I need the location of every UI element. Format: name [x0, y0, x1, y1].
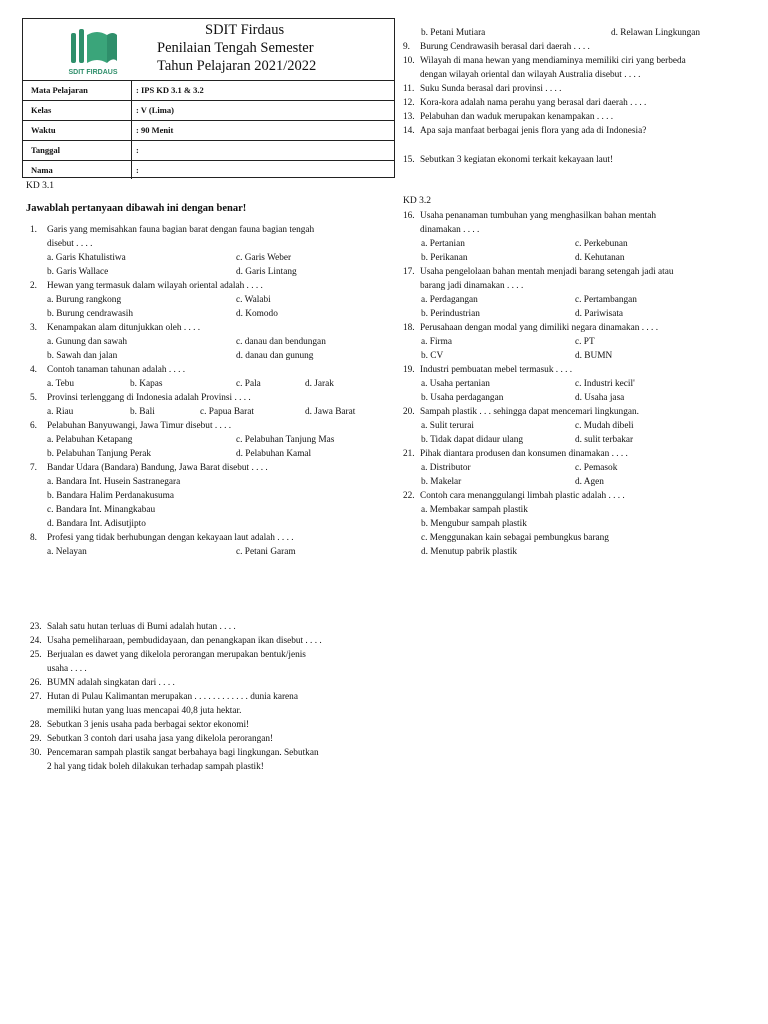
info-row-date [23, 140, 394, 161]
question-text: Contoh tanaman tahunan adalah . . . . [47, 365, 186, 375]
question-text: barang jadi dinamakan . . . . [420, 281, 524, 291]
info-value: : [136, 165, 139, 175]
question-item [403, 54, 686, 68]
question-number: 6. [30, 421, 37, 431]
answer-option: c. Bandara Int. Minangkabau [47, 505, 156, 515]
answer-option: a. Nelayan [47, 547, 87, 557]
question-text: Bandar Udara (Bandara) Bandung, Jawa Barat disebut . . . . [47, 463, 268, 473]
question-item [30, 461, 268, 475]
question-text: Wilayah di mana hewan yang mendiaminya memiliki ciri yang berbeda [420, 56, 686, 66]
question-text: Kora-kora adalah nama perahu yang berasal dari daerah . . . . [420, 98, 647, 108]
question-item [403, 209, 656, 223]
question-text: Pelabuhan dan waduk merupakan kenampakan . . . . [420, 112, 614, 122]
info-label: Kelas [31, 105, 52, 115]
answer-option: b. Sawah dan jalan [47, 351, 118, 361]
question-number: 15. [403, 155, 415, 165]
info-label: Tanggal [31, 145, 60, 155]
academic-year: Tahun Pelajaran 2021/2022 [157, 58, 317, 74]
question-number: 28. [30, 720, 42, 730]
answer-option: d. Jawa Barat [305, 407, 356, 417]
answer-option: b. Perindustrian [421, 309, 480, 319]
exam-header [22, 18, 395, 178]
question-number: 27. [30, 692, 42, 702]
header-title-area [23, 19, 394, 81]
answer-option: d. sulit terbakar [575, 435, 634, 445]
answer-option: b. Kapas [130, 379, 163, 389]
question-item [403, 40, 590, 54]
question-text: Usaha penanaman tumbuhan yang menghasilkan bahan mentah [420, 211, 656, 221]
answer-option: a. Bandara Int. Husein Sastranegara [47, 477, 181, 487]
question-text: Contoh cara menanggulangi limbah plastic adalah . . . . [420, 491, 625, 501]
question-item [403, 110, 613, 124]
question-text: 2 hal yang tidak boleh dilakukan terhadap sampah plastik! [47, 762, 264, 772]
answer-option: b. Tidak dapat didaur ulang [421, 435, 523, 445]
question-item [30, 391, 251, 405]
instruction: Jawablah pertanyaan dibawah ini dengan benar! [26, 203, 247, 214]
answer-option: d. Jarak [305, 379, 334, 389]
question-text: Pelabuhan Banyuwangi, Jawa Timur disebut . . . . [47, 421, 232, 431]
answer-option: a. Garis Khatulistiwa [47, 253, 126, 263]
question-number: 8. [30, 533, 37, 543]
info-label: Nama [31, 165, 53, 175]
question-text: Hewan yang termasuk dalam wilayah oriental adalah . . . . [47, 281, 263, 291]
question-text: Burung Cendrawasih berasal dari daerah . . . . [420, 42, 590, 52]
answer-option: c. Pelabuhan Tanjung Mas [236, 435, 335, 445]
answer-option: c. Pemasok [575, 463, 618, 473]
question-item [403, 321, 658, 335]
question-text: Sebutkan 3 jenis usaha pada berbagai sektor ekonomi! [47, 720, 250, 730]
question-item [403, 489, 625, 503]
question-item [30, 718, 249, 732]
question-number: 24. [30, 636, 42, 646]
answer-option: c. Industri kecil' [575, 379, 635, 389]
answer-option: c. Garis Weber [236, 253, 292, 263]
answer-option: b. Garis Wallace [47, 267, 109, 277]
question-item [403, 124, 646, 138]
answer-option: c. Perkebunan [575, 239, 628, 249]
answer-option: d. Kehutanan [575, 253, 625, 263]
answer-option: c. Papua Barat [200, 407, 254, 417]
info-value: : [136, 145, 139, 155]
question-text: Usaha pengelolaan bahan mentah menjadi barang setengah jadi atau [420, 267, 674, 277]
question-item [403, 279, 523, 293]
answer-option: a. Gunung dan sawah [47, 337, 128, 347]
answer-option: b. CV [421, 351, 444, 361]
answer-option: a. Pertanian [421, 239, 465, 249]
question-item [403, 153, 613, 167]
answer-option: d. danau dan gunung [236, 351, 314, 361]
question-number: 7. [30, 463, 37, 473]
question-text: Hutan di Pulau Kalimantan merupakan . . . . . . . . . . . . dunia karena [47, 692, 298, 702]
question-number: 16. [403, 211, 415, 221]
question-text: Profesi yang tidak berhubungan dengan kekayaan laut adalah . . . . [47, 533, 294, 543]
question-item [30, 363, 185, 377]
question-item [30, 223, 314, 237]
answer-option: a. Sulit terurai [421, 421, 474, 431]
answer-option: d. Agen [575, 477, 604, 487]
answer-option: c. Petani Garam [236, 547, 296, 557]
answer-option: b. Burung cendrawasih [47, 309, 133, 319]
answer-option: d. Usaha jasa [575, 393, 625, 403]
question-text: disebut . . . . [47, 239, 93, 249]
info-value: : 90 Menit [136, 125, 174, 135]
question-text: Kenampakan alam ditunjukkan oleh . . . . [47, 323, 201, 333]
answer-option: a. Riau [47, 407, 74, 417]
question-item [403, 96, 646, 110]
answer-option: a. Perdagangan [421, 295, 478, 305]
question-item [403, 223, 479, 237]
question-item [30, 648, 306, 662]
question-item [403, 68, 640, 82]
question-item [30, 704, 241, 718]
question-number: 2. [30, 281, 37, 291]
answer-option: d. Pariwisata [575, 309, 624, 319]
question-number: 5. [30, 393, 37, 403]
question-item [30, 746, 319, 760]
question-number: 10. [403, 56, 415, 66]
answer-option: a. Burung rangkong [47, 295, 122, 305]
answer-option: d. Komodo [236, 309, 278, 319]
kd-31-label: KD 3.1 [26, 181, 54, 191]
question-text: Berjualan es dawet yang dikelola perorangan merupakan bentuk/jenis [47, 650, 306, 660]
question-number: 18. [403, 323, 415, 333]
question-item [30, 620, 236, 634]
question-item [30, 732, 273, 746]
question-number: 3. [30, 323, 37, 333]
question-number: 20. [403, 407, 415, 417]
answer-option: a. Tebu [47, 379, 75, 389]
question-number: 4. [30, 365, 37, 375]
answer-option: b. Bandara Halim Perdanakusuma [47, 491, 175, 501]
question-text: Sebutkan 3 contoh dari usaha jasa yang dikelola perorangan! [47, 734, 274, 744]
info-row-class [23, 100, 394, 121]
question-item [30, 760, 264, 774]
question-number: 19. [403, 365, 415, 375]
answer-option: a. Pelabuhan Ketapang [47, 435, 133, 445]
answer-option: c. Pala [236, 379, 261, 389]
answer-option: b. Petani Mutiara [421, 28, 486, 38]
question-text: Sampah plastik . . . sehingga dapat mencemari lingkungan. [420, 407, 639, 417]
info-row-time [23, 120, 394, 141]
exam-name: Penilaian Tengah Semester [157, 40, 314, 56]
info-value: : V (Lima) [136, 105, 174, 115]
answer-option: c. danau dan bendungan [236, 337, 326, 347]
question-number: 25. [30, 650, 42, 660]
answer-option: b. Usaha perdagangan [421, 393, 504, 403]
answer-option: a. Distributor [421, 463, 471, 473]
question-text: Industri pembuatan mebel termasuk . . . . [420, 365, 573, 375]
info-label: Waktu [31, 125, 56, 135]
answer-option: d. Relawan Lingkungan [611, 28, 701, 38]
answer-option: c. Mudah dibeli [575, 421, 634, 431]
info-row-subject [23, 80, 394, 101]
answer-option: b. Pelabuhan Tanjung Perak [47, 449, 152, 459]
question-item [403, 265, 674, 279]
question-item [30, 690, 298, 704]
question-item [30, 279, 263, 293]
question-text: Garis yang memisahkan fauna bagian barat dengan fauna bagian tengah [47, 225, 315, 235]
question-item [30, 531, 294, 545]
answer-option: d. Garis Lintang [236, 267, 297, 277]
question-text: Pencemaran sampah plastik sangat berbahaya bagi lingkungan. Sebutkan [47, 748, 319, 758]
question-number: 14. [403, 126, 415, 136]
question-text: Provinsi terlenggang di Indonesia adalah Provinsi . . . . [47, 393, 251, 403]
question-item [403, 82, 562, 96]
answer-option: b. Perikanan [421, 253, 468, 263]
question-item [30, 662, 87, 676]
question-text: BUMN adalah singkatan dari . . . . [47, 678, 175, 688]
kd-32-label: KD 3.2 [403, 196, 431, 206]
question-item [30, 634, 322, 648]
question-text: Pihak diantara produsen dan konsumen dinamakan . . . . [420, 449, 628, 459]
answer-option: d. Menutup pabrik plastik [421, 547, 518, 557]
question-item [403, 363, 572, 377]
info-value: : IPS KD 3.1 & 3.2 [136, 85, 204, 95]
question-number: 26. [30, 678, 42, 688]
school-name: SDIT Firdaus [205, 22, 285, 38]
question-text: dengan wilayah oriental dan wilayah Australia disebut . . . . [420, 70, 641, 80]
question-number: 13. [403, 112, 415, 122]
answer-option: a. Usaha pertanian [421, 379, 490, 389]
question-item [30, 676, 175, 690]
question-text: Suku Sunda berasal dari provinsi . . . . [420, 84, 562, 94]
question-number: 11. [403, 84, 415, 94]
question-number: 9. [403, 42, 410, 52]
answer-option: c. Walabi [236, 295, 271, 305]
svg-text:SDIT FIRDAUS: SDIT FIRDAUS [68, 69, 118, 76]
question-text: Perusahaan dengan modal yang dimiliki negara dinamakan . . . . [420, 323, 659, 333]
question-number: 23. [30, 622, 42, 632]
question-number: 21. [403, 449, 415, 459]
question-text: Apa saja manfaat berbagai jenis flora yang ada di Indonesia? [420, 126, 647, 136]
question-text: dinamakan . . . . [420, 225, 480, 235]
answer-option: b. Makelar [421, 477, 462, 487]
answer-option: a. Membakar sampah plastik [421, 505, 528, 515]
question-item [30, 237, 92, 251]
info-row-name [23, 160, 394, 179]
question-number: 22. [403, 491, 415, 501]
question-text: Salah satu hutan terluas di Bumi adalah hutan . . . . [47, 622, 236, 632]
question-number: 17. [403, 267, 415, 277]
answer-option: b. Mengubur sampah plastik [421, 519, 527, 529]
question-item [403, 405, 639, 419]
question-text: Sebutkan 3 kegiatan ekonomi terkait kekayaan laut! [420, 155, 614, 165]
answer-option: c. PT [575, 337, 595, 347]
answer-option: b. Bali [130, 407, 155, 417]
question-item [30, 321, 200, 335]
question-number: 12. [403, 98, 415, 108]
answer-option: c. Pertambangan [575, 295, 637, 305]
question-text: usaha . . . . [47, 664, 87, 674]
answer-option: a. Firma [421, 337, 452, 347]
question-text: Usaha pemeliharaan, pembudidayaan, dan penangkapan ikan disebut . . . . [47, 636, 322, 646]
school-logo-icon [63, 25, 123, 77]
question-text: memiliki hutan yang luas mencapai 40,8 juta hektar. [47, 706, 242, 716]
question-number: 1. [30, 225, 37, 235]
question-number: 29. [30, 734, 42, 744]
question-number: 30. [30, 748, 42, 758]
question-item [30, 419, 231, 433]
answer-option: c. Menggunakan kain sebagai pembungkus barang [421, 533, 609, 543]
answer-option: d. BUMN [575, 351, 613, 361]
answer-option: d. Pelabuhan Kamal [236, 449, 312, 459]
info-label: Mata Pelajaran [31, 85, 88, 95]
answer-option: d. Bandara Int. Adisutjipto [47, 519, 146, 529]
question-item [403, 447, 628, 461]
